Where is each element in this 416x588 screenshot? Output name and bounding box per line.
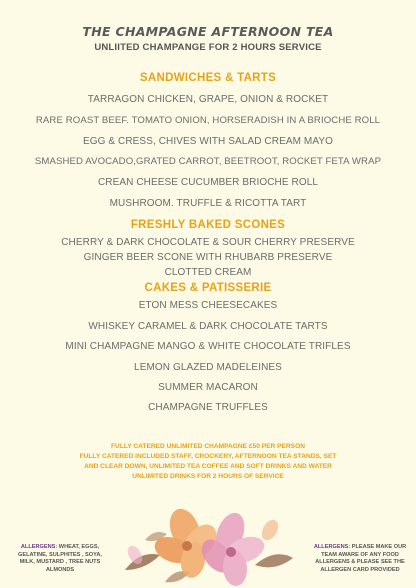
menu-item: CREAN CHEESE CUCUMBER BRIOCHE ROLL [97, 177, 319, 188]
info-line: UNLIMITED DRINKS FOR 2 HOURS OF SERVICE [132, 473, 284, 480]
page-subtitle: UNLIITED CHAMPANGE FOR 2 HOURS SERVICE [94, 42, 322, 53]
menu-item: CHAMPAGNE TRUFFLES [148, 402, 268, 413]
allergen-info-right [312, 544, 408, 574]
page-title: THE CHAMPAGNE AFTERNOON TEA [82, 24, 334, 39]
menu-item: RARE ROAST BEEF. TOMATO ONION, HORSERADISH IN A BRIOCHE ROLL [35, 115, 381, 126]
menu-item: GINGER BEER SCONE WITH RHUBARB PRESERVE [83, 252, 333, 263]
info-line: FULLY CATERED INCLUDED STAFF, CROCKERY, AFTERNOON TEA STANDS, SET [79, 453, 337, 460]
menu-item: MINI CHAMPAGNE MANGO & WHITE CHOCOLATE TRIFLES [65, 341, 351, 352]
allergen-label: ALLERGENS: [20, 544, 58, 550]
watercolor-flowers-icon [105, 500, 305, 588]
section-heading-scones: FRESHLY BAKED SCONES [130, 219, 286, 231]
menu-item: CLOTTED CREAM [164, 267, 252, 278]
info-line: FULLY CATERED UNLIMITED CHAMPAGNE £50 PER PERSON [111, 443, 305, 450]
menu-item: CHERRY & DARK CHOCOLATE & SOUR CHERRY PRESERVE [61, 237, 355, 248]
section-heading-cakes: CAKES & PATISSERIE [144, 282, 272, 294]
menu-item: EGG & CRESS, CHIVES WITH SALAD CREAM MAYO [82, 136, 334, 147]
menu-item: SMASHED AVOCADO,GRATED CARROT, BEETROOT, ROCKET FETA WRAP [34, 156, 382, 167]
allergen-label: ALLERGENS: [313, 544, 351, 550]
menu-item: SUMMER MACARON [158, 382, 258, 393]
menu-item: TARRAGON CHICKEN, GRAPE, ONION & ROCKET [87, 94, 329, 105]
allergen-text: WHEAT, EGGS, GELATINE, SULPHITES , SOYA, MILK, MUSTARD , TREE NUTS ALMONDS [18, 544, 102, 573]
menu-item: ETON MESS CHEESECAKES [138, 300, 278, 311]
allergen-text: PLEASE MAKE OUR TEAM AWARE OF ANY FOOD ALLERGENS & PLEASE SEE THE ALLERGEN CARD PROVIDED [315, 544, 407, 573]
allergen-info-left [10, 544, 110, 574]
menu-item: WHISKEY CARAMEL & DARK CHOCOLATE TARTS [88, 321, 328, 332]
info-line: AND CLEAR DOWN, UNLIMITED TEA COFFEE AND SOFT DRINKS AND WATER [84, 463, 332, 470]
section-heading-sandwiches: SANDWICHES & TARTS [139, 72, 277, 84]
menu-item: MUSHROOM. TRUFFLE & RICOTTA TART [109, 198, 307, 209]
menu-item: LEMON GLAZED MADELEINES [134, 362, 282, 373]
pricing-info [60, 442, 356, 482]
